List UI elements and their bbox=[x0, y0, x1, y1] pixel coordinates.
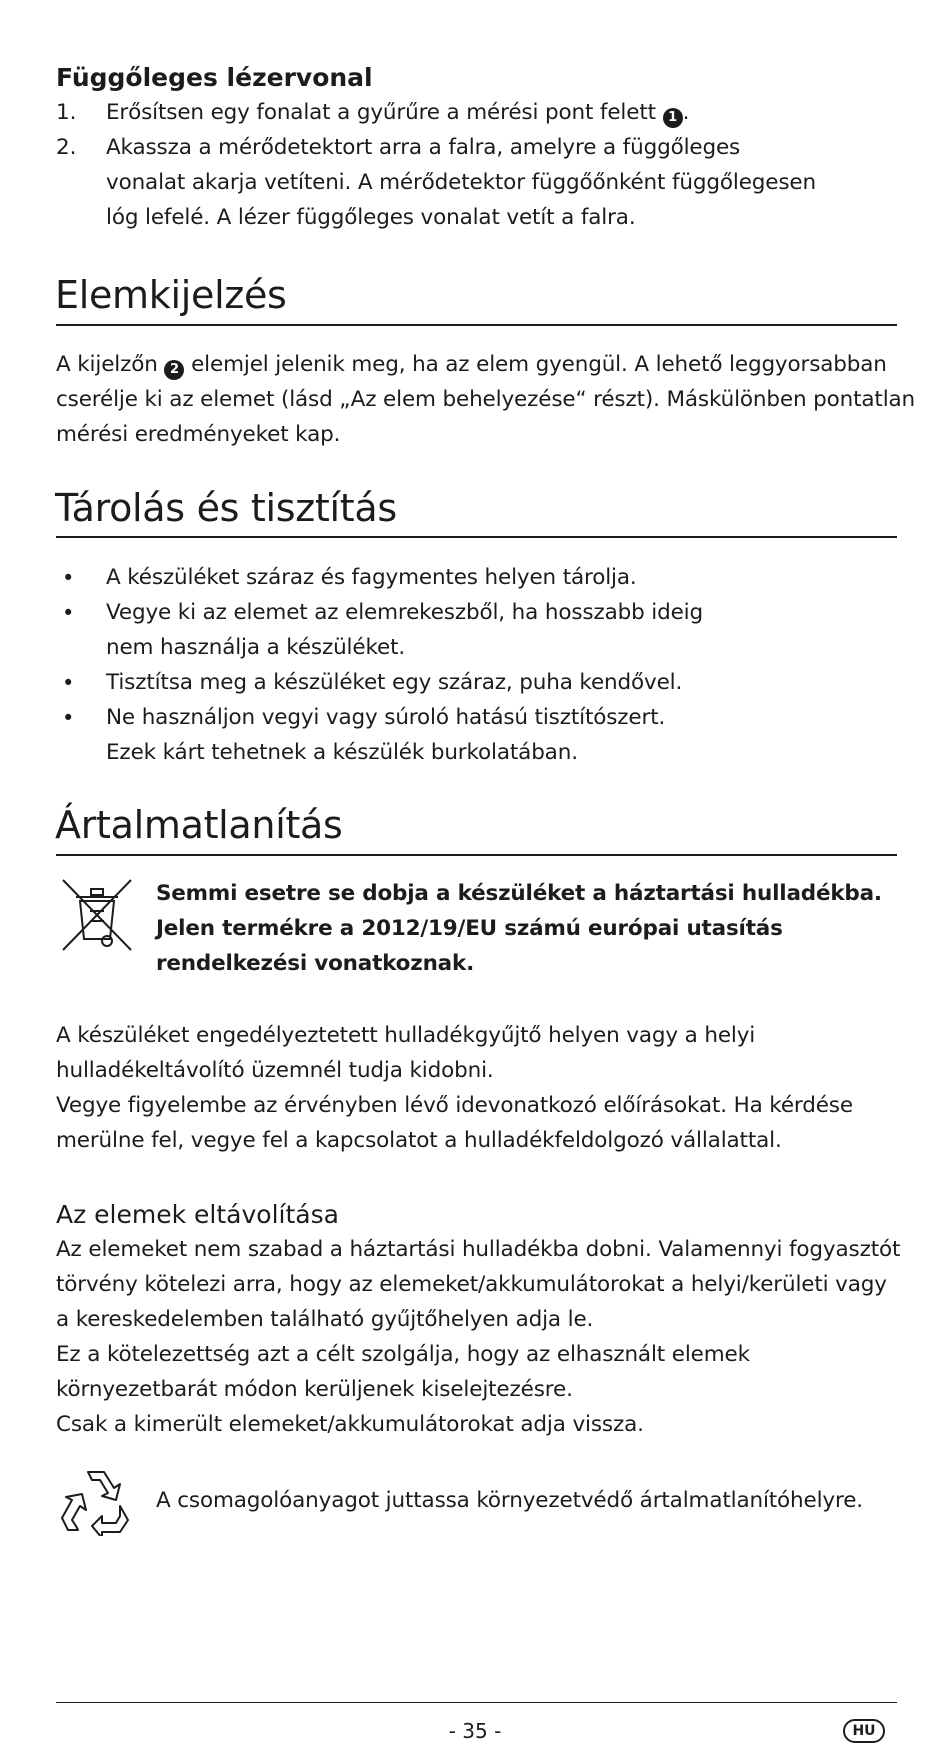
bullet-icon: • bbox=[62, 601, 75, 625]
language-badge: HU bbox=[843, 1719, 885, 1743]
paragraph-line: A kijelzőn 2 elemjel jelenik meg, ha az elem gyengül. A lehető leggyorsabban bbox=[56, 351, 887, 380]
section-heading-disposal: Ártalmatlanítás bbox=[55, 803, 343, 847]
list-item-text: lóg lefelé. A lézer függőleges vonalat vetít a falra. bbox=[106, 205, 636, 230]
list-number: 2. bbox=[56, 135, 77, 160]
section-heading-vertical-laser: Függőleges lézervonal bbox=[56, 63, 373, 92]
paragraph-line: Az elemeket nem szabad a háztartási hulladékba dobni. Valamennyi fogyasztót bbox=[56, 1237, 901, 1262]
paragraph-line: hulladékeltávolító üzemnél tudja kidobni. bbox=[56, 1058, 494, 1083]
list-item-text: Erősítsen egy fonalat a gyűrűre a mérési pont felett 1 . bbox=[106, 99, 689, 128]
heading-divider bbox=[56, 324, 897, 326]
bullet-icon: • bbox=[62, 671, 75, 695]
paragraph-line: a kereskedelemben található gyűjtőhelyen adja le. bbox=[56, 1307, 594, 1332]
bullet-item-text: Tisztítsa meg a készüléket egy száraz, puha kendővel. bbox=[106, 670, 683, 695]
paragraph-line: törvény kötelezi arra, hogy az elemeket/akkumulátorokat a helyi/kerületi vagy bbox=[56, 1272, 887, 1297]
footer-divider bbox=[56, 1702, 897, 1703]
section-heading-storage-cleaning: Tárolás és tisztítás bbox=[55, 486, 397, 530]
paragraph-line: Vegye figyelembe az érvényben lévő idevonatkozó előírásokat. Ha kérdése bbox=[56, 1093, 853, 1118]
heading-divider bbox=[56, 536, 897, 538]
sub-heading-battery-removal: Az elemek eltávolítása bbox=[56, 1200, 339, 1229]
list-item-text: Akassza a mérődetektort arra a falra, amelyre a függőleges bbox=[106, 135, 741, 160]
section-heading-battery-indicator: Elemkijelzés bbox=[55, 273, 287, 317]
bullet-icon: • bbox=[62, 566, 75, 590]
marker-1-icon: 1 bbox=[663, 108, 683, 128]
paragraph-line: merülne fel, vegye fel a kapcsolatot a hulladékfeldolgozó vállalattal. bbox=[56, 1128, 782, 1153]
paragraph-line: cserélje ki az elemet (lásd „Az elem behelyezése“ részt). Máskülönben pontatlan bbox=[56, 387, 916, 412]
bullet-item-text: Vegye ki az elemet az elemrekeszből, ha hosszabb ideig bbox=[106, 600, 703, 625]
heading-divider bbox=[56, 854, 897, 856]
bullet-item-text: A készüléket száraz és fagymentes helyen tárolja. bbox=[106, 565, 637, 590]
warning-text: Semmi esetre se dobja a készüléket a háztartási hulladékba. bbox=[156, 881, 882, 906]
list-number: 1. bbox=[56, 100, 77, 125]
paragraph-line: környezetbarát módon kerüljenek kiselejtezésre. bbox=[56, 1377, 573, 1402]
list-item-text: vonalat akarja vetíteni. A mérődetektor függőőnként függőlegesen bbox=[106, 170, 816, 195]
recycle-note-text: A csomagolóanyagot juttassa környezetvédő ártalmatlanítóhelyre. bbox=[156, 1488, 863, 1513]
page-number: - 35 - bbox=[448, 1719, 502, 1743]
paragraph-line: Csak a kimerült elemeket/akkumulátorokat adja vissza. bbox=[56, 1412, 644, 1437]
warning-text: Jelen termékre a 2012/19/EU számú európai utasítás bbox=[156, 916, 783, 941]
bullet-item-text: Ne használjon vegyi vagy súroló hatású tisztítószert. bbox=[106, 705, 666, 730]
warning-text: rendelkezési vonatkoznak. bbox=[156, 951, 475, 976]
bullet-item-text: nem használja a készüléket. bbox=[106, 635, 406, 660]
bullet-icon: • bbox=[62, 706, 75, 730]
paragraph-line: A készüléket engedélyeztetett hulladékgyűjtő helyen vagy a helyi bbox=[56, 1023, 756, 1048]
paragraph-line: Ez a kötelezettség azt a célt szolgálja, hogy az elhasznált elemek bbox=[56, 1342, 750, 1367]
paragraph-line: mérési eredményeket kap. bbox=[56, 422, 341, 447]
crossed-out-bin-icon bbox=[60, 877, 134, 953]
marker-2-icon: 2 bbox=[164, 360, 184, 380]
bullet-item-text: Ezek kárt tehetnek a készülék burkolatában. bbox=[106, 740, 578, 765]
recycle-icon bbox=[58, 1466, 134, 1536]
